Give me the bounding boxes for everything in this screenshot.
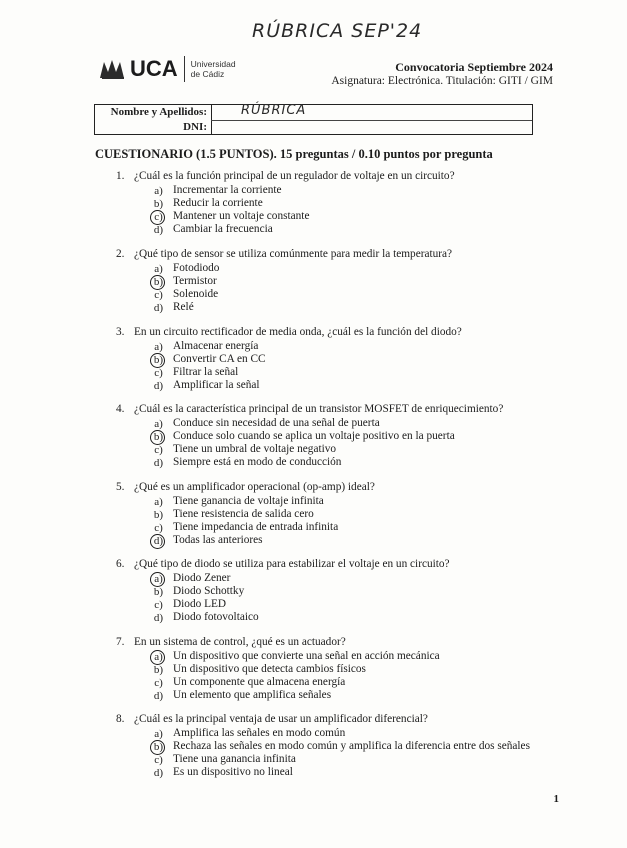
option-letter: a) — [154, 184, 163, 197]
question-stem — [116, 713, 530, 726]
option-text: Tiene impedancia de entrada infinita — [173, 521, 339, 533]
option-letter: a) — [154, 495, 163, 508]
selected-option-letter: a) — [152, 651, 165, 663]
question-stem — [116, 170, 455, 183]
option-letter: c) — [154, 753, 163, 766]
option-letter: a) — [154, 262, 163, 275]
options-list — [152, 262, 452, 314]
answer-option[interactable] — [152, 521, 375, 534]
selected-option-letter: b) — [153, 430, 164, 443]
option-text: Amplificar la señal — [173, 379, 260, 391]
question-number: 5. — [116, 481, 125, 493]
answer-option[interactable] — [152, 572, 450, 585]
option-text: Tiene ganancia de voltaje infinita — [173, 495, 324, 507]
question-number: 6. — [116, 558, 125, 570]
option-text: Es un dispositivo no lineal — [173, 766, 293, 778]
option-letter: c) — [154, 366, 163, 379]
option-text: Diodo LED — [173, 598, 227, 610]
option-letter: b) — [153, 197, 164, 210]
option-text: Diodo Zener — [173, 572, 231, 584]
answer-option[interactable] — [152, 301, 452, 314]
option-letter: d) — [153, 223, 164, 236]
question-8 — [116, 713, 530, 779]
question-text: En un sistema de control, ¿qué es un actuador? — [134, 636, 346, 648]
option-text: Diodo Schottky — [173, 585, 245, 597]
question-text: ¿Qué tipo de sensor se utiliza comúnmente para medir la temperatura? — [134, 248, 453, 260]
answer-option[interactable] — [152, 753, 530, 766]
options-list — [152, 417, 503, 469]
answer-option[interactable] — [152, 689, 440, 702]
answer-option[interactable] — [152, 585, 450, 598]
logo-university-name — [191, 59, 236, 79]
answer-option[interactable] — [152, 353, 462, 366]
option-letter: d) — [153, 611, 164, 624]
question-text: ¿Cuál es la principal ventaja de usar un amplificador diferencial? — [134, 713, 428, 725]
answer-option[interactable] — [152, 417, 503, 430]
option-text: Un componente que almacena energía — [173, 676, 346, 688]
question-7 — [116, 636, 440, 702]
option-letter: c) — [154, 598, 163, 611]
answer-option[interactable] — [152, 740, 530, 753]
option-text: Filtrar la señal — [173, 366, 239, 378]
question-4 — [116, 403, 503, 469]
answer-option[interactable] — [152, 197, 455, 210]
option-text: Almacenar energía — [173, 340, 259, 352]
answer-option[interactable] — [152, 443, 503, 456]
option-text: Reducir la corriente — [173, 197, 263, 209]
option-text: Siempre está en modo de conducción — [173, 456, 342, 468]
logo-text: UCA — [130, 56, 178, 81]
section-title: CUESTIONARIO (1.5 PUNTOS). 15 preguntas / 0.10 puntos por pregunta — [95, 147, 493, 161]
option-text: Tiene resistencia de salida cero — [173, 508, 314, 520]
question-stem — [116, 403, 503, 416]
option-letter: a) — [154, 340, 163, 353]
answer-option[interactable] — [152, 366, 462, 379]
answer-option[interactable] — [152, 275, 452, 288]
option-text: Fotodiodo — [173, 262, 220, 274]
option-letter: c) — [154, 521, 163, 534]
subject-line: Asignatura: Electrónica. Titulación: GITI / GIM — [331, 75, 553, 87]
answer-option[interactable] — [152, 456, 503, 469]
handwritten-title: RÚBRICA SEP'24 — [252, 20, 423, 42]
answer-option[interactable] — [152, 223, 455, 236]
answer-option[interactable] — [152, 508, 375, 521]
answer-option[interactable] — [152, 534, 375, 547]
question-1 — [116, 170, 455, 236]
options-list — [152, 495, 375, 547]
answer-option[interactable] — [152, 663, 440, 676]
option-letter: c) — [154, 676, 163, 689]
question-text: ¿Qué es un amplificador operacional (op-amp) ideal? — [134, 481, 375, 493]
option-text: Tiene una ganancia infinita — [173, 753, 296, 765]
question-stem — [116, 636, 440, 649]
answer-option[interactable] — [152, 379, 462, 392]
question-stem — [116, 558, 450, 571]
answer-option[interactable] — [152, 676, 440, 689]
option-letter: b) — [153, 508, 164, 521]
option-letter: a) — [154, 727, 163, 740]
option-text: Incrementar la corriente — [173, 184, 282, 196]
option-letter: c) — [154, 288, 163, 301]
options-list — [152, 727, 530, 779]
option-text: Diodo fotovoltaico — [173, 611, 259, 623]
option-text: Tiene un umbral de voltaje negativo — [173, 443, 337, 455]
question-number: 4. — [116, 403, 125, 415]
option-text: Convertir CA en CC — [173, 353, 266, 365]
question-text: ¿Qué tipo de diodo se utiliza para estabilizar el voltaje en un circuito? — [134, 558, 450, 570]
option-letter: b) — [153, 663, 164, 676]
logo-univ-line1: Universidad — [190, 59, 236, 69]
name-label: Nombre y Apellidos: — [110, 106, 207, 118]
option-text: Rechaza las señales en modo común y amplifica la diferencia entre dos señales — [173, 740, 530, 752]
id-labels — [95, 105, 212, 134]
answer-option[interactable] — [152, 495, 375, 508]
option-text: Un dispositivo que detecta cambios físicos — [173, 663, 366, 675]
question-number: 3. — [116, 326, 125, 338]
question-stem — [116, 248, 452, 261]
answer-option[interactable] — [152, 184, 455, 197]
question-3 — [116, 326, 462, 392]
option-letter: b) — [153, 585, 164, 598]
answer-option[interactable] — [152, 340, 462, 353]
option-letter: d) — [153, 301, 164, 314]
question-5 — [116, 481, 375, 547]
question-2 — [116, 248, 452, 314]
option-text: Cambiar la frecuencia — [173, 223, 273, 235]
selected-option-letter: b) — [153, 740, 164, 753]
id-row-divider — [211, 120, 532, 121]
student-id-box — [94, 104, 533, 135]
selected-option-letter: c) — [152, 211, 165, 223]
question-text: En un circuito rectificador de media onda, ¿cuál es la función del diodo? — [134, 326, 462, 338]
options-list — [152, 650, 440, 702]
logo-univ-line2: de Cádiz — [190, 69, 225, 79]
question-stem — [116, 481, 375, 494]
answer-option[interactable] — [152, 288, 452, 301]
option-letter: d) — [153, 379, 164, 392]
logo-separator — [184, 56, 185, 82]
answer-option[interactable] — [152, 430, 503, 443]
exam-session: Convocatoria Septiembre 2024 — [395, 60, 553, 74]
option-text: Amplifica las señales en modo común — [173, 727, 346, 739]
page-number: 1 — [553, 793, 559, 805]
selected-option-letter: d) — [153, 534, 164, 547]
option-text: Mantener un voltaje constante — [173, 210, 310, 222]
question-text: ¿Cuál es la característica principal de un transistor MOSFET de enriquecimiento? — [134, 403, 504, 415]
option-letter: c) — [154, 443, 163, 456]
option-text: Un dispositivo que convierte una señal en acción mecánica — [173, 650, 440, 662]
selected-option-letter: b) — [153, 275, 164, 288]
option-letter: d) — [153, 766, 164, 779]
answer-option[interactable] — [152, 766, 530, 779]
option-letter: d) — [153, 689, 164, 702]
question-number: 2. — [116, 248, 125, 260]
options-list — [152, 572, 450, 624]
selected-option-letter: a) — [152, 573, 165, 585]
selected-option-letter: b) — [153, 353, 164, 366]
uca-emblem-icon — [98, 58, 128, 80]
question-number: 8. — [116, 713, 125, 725]
answer-option[interactable] — [152, 611, 450, 624]
dni-label: DNI: — [183, 120, 207, 133]
option-letter: d) — [153, 456, 164, 469]
option-letter: a) — [154, 417, 163, 430]
answer-option[interactable] — [152, 262, 452, 275]
question-stem — [116, 326, 462, 339]
option-text: Conduce solo cuando se aplica un voltaje positivo en la puerta — [173, 430, 455, 442]
question-6 — [116, 558, 450, 624]
option-text: Todas las anteriores — [173, 534, 263, 546]
student-name-field[interactable]: RÚBRICA — [241, 103, 307, 118]
option-text: Conduce sin necesidad de una señal de puerta — [173, 417, 380, 429]
answer-option[interactable] — [152, 727, 530, 740]
option-text: Relé — [173, 301, 194, 313]
options-list — [152, 340, 462, 392]
answer-option[interactable] — [152, 650, 440, 663]
question-number: 7. — [116, 636, 125, 648]
option-text: Termistor — [173, 275, 217, 287]
answer-option[interactable] — [152, 210, 455, 223]
option-text: Solenoide — [173, 288, 219, 300]
options-list — [152, 184, 455, 236]
university-logo — [98, 54, 236, 84]
question-text: ¿Cuál es la función principal de un regulador de voltaje en un circuito? — [134, 170, 455, 182]
option-text: Un elemento que amplifica señales — [173, 689, 332, 701]
answer-option[interactable] — [152, 598, 450, 611]
question-number: 1. — [116, 170, 125, 182]
